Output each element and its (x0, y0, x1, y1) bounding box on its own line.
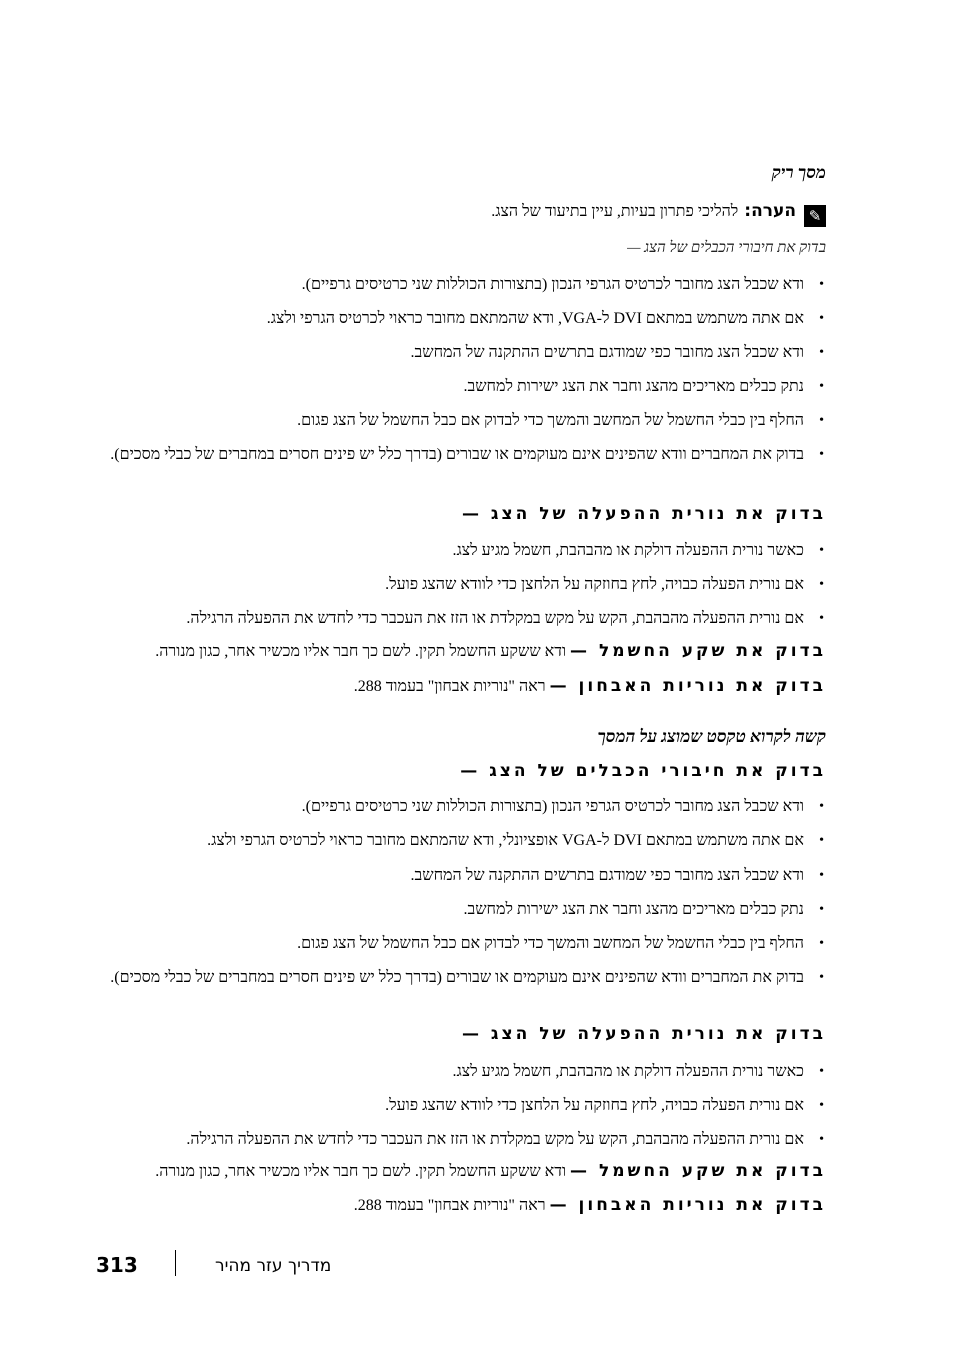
pencil-note-icon: ✎ (804, 205, 826, 227)
list-item: • החלף בין כבלי החשמל של המחשב והמשך כדי לבדוק אם כבל החשמל של הצג פגום. (96, 930, 826, 957)
list-item: • החלף בין כבלי החשמל של המחשב והמשך כדי לבדוק אם כבל החשמל של הצג פגום. (96, 407, 826, 434)
section-heading-blank-screen: מסך ריק (771, 163, 826, 182)
list-item: • ודא שכבל הצג מחובר כפי שמודגם בתרשים ההתקנה של המחשב. (96, 862, 826, 889)
list-item: • נתק כבלים מאריכים מהצג וחבר את הצג ישירות למחשב. (96, 896, 826, 923)
cable-check-subheading: בדוק את חיבורי הכבלים של הצג — (627, 240, 826, 256)
cable-check-heading: בדוק את חיבורי הכבלים של הצג — (460, 761, 826, 781)
outlet-check-text: ודא ששקע החשמל תקין. לשם כך חבר אליו מכשיר אחר, כגון מנורה. (155, 1163, 567, 1180)
section-heading-hard-to-read: קשה לקרוא טקסט שמוצג על המסך (597, 727, 826, 746)
list-item: • כאשר נורית ההפעלה דולקת או מהבהבת, חשמל מגיע לצג. (96, 1058, 826, 1085)
power-light-heading: בדוק את נורית ההפעלה של הצג — (462, 504, 826, 524)
footer-divider (175, 1250, 176, 1276)
footer-title: מדריך עזר מהיר (215, 1256, 332, 1276)
diagnostic-check-label: בדוק את נוריות האבחון — (549, 676, 826, 696)
note-text: להליכי פתרון בעיות, עיין בתיעוד של הצג. (491, 203, 739, 220)
outlet-check-label: בדוק את שקע החשמל — (570, 1161, 826, 1181)
outlet-check-line (96, 1161, 826, 1182)
note-label: הערה: (744, 201, 796, 221)
list-item: • ודא שכבל הצג מחובר לכרטיס הגרפי הנכון (בתצורות הכוללות שני כרטיסים גרפיים). (96, 793, 826, 820)
list-item: • בדוק את המחברים וודא שהפינים אינם מעוקמים או שבורים (בדרך כלל יש פינים חסרים במחברים של כבלי מסכים). (96, 441, 826, 468)
page-number: 313 (96, 1253, 138, 1277)
list-item: • אם נורית הפעלה כבויה, לחץ בחוזקה על הלחצן כדי לוודא שהצג פועל. (96, 571, 826, 598)
outlet-check-line (96, 641, 826, 662)
list-item: • אם נורית ההפעלה מהבהבת, הקש על מקש במקלדת או הזז את העכבר כדי לחדש את ההפעלה הרגילה. (96, 605, 826, 632)
diagnostic-check-label: בדוק את נוריות האבחון — (549, 1195, 826, 1215)
list-item: • ודא שכבל הצג מחובר כפי שמודגם בתרשים ההתקנה של המחשב. (96, 339, 826, 366)
diagnostic-check-line (96, 1195, 826, 1216)
outlet-check-text: ודא ששקע החשמל תקין. לשם כך חבר אליו מכשיר אחר, כגון מנורה. (155, 643, 567, 660)
outlet-check-label: בדוק את שקע החשמל — (570, 641, 826, 661)
diagnostic-check-line (96, 676, 826, 697)
list-item: • אם נורית ההפעלה מהבהבת, הקש על מקש במקלדת או הזז את העכבר כדי לחדש את ההפעלה הרגילה. (96, 1126, 826, 1153)
list-item: • אם אתה משתמש במתאם DVI ל-VGA, ודא שהמתאם מחובר כראוי לכרטיס הגרפי ולצג. (96, 305, 826, 332)
list-item: • בדוק את המחברים וודא שהפינים אינם מעוקמים או שבורים (בדרך כלל יש פינים חסרים במחברים של כבלי מסכים). (96, 964, 826, 991)
list-item: • כאשר נורית ההפעלה דולקת או מהבהבת, חשמל מגיע לצג. (96, 537, 826, 564)
list-item: • נתק כבלים מאריכים מהצג וחבר את הצג ישירות למחשב. (96, 373, 826, 400)
power-light-heading: בדוק את נורית ההפעלה של הצג — (462, 1024, 826, 1044)
list-item: • אם נורית הפעלה כבויה, לחץ בחוזקה על הלחצן כדי לוודא שהצג פועל. (96, 1092, 826, 1119)
list-item: • אם אתה משתמש במתאם DVI ל-VGA אופציונלי, ודא שהמתאם מחובר כראוי לכרטיס הגרפי ולצג. (96, 827, 826, 854)
diagnostic-check-text: ראה "נוריות אבחון" בעמוד 288. (353, 1197, 546, 1214)
list-item: • ודא שכבל הצג מחובר לכרטיס הגרפי הנכון (בתצורות הכוללות שני כרטיסים גרפיים). (96, 271, 826, 298)
note-line (96, 201, 826, 227)
diagnostic-check-text: ראה "נוריות אבחון" בעמוד 288. (353, 678, 546, 695)
